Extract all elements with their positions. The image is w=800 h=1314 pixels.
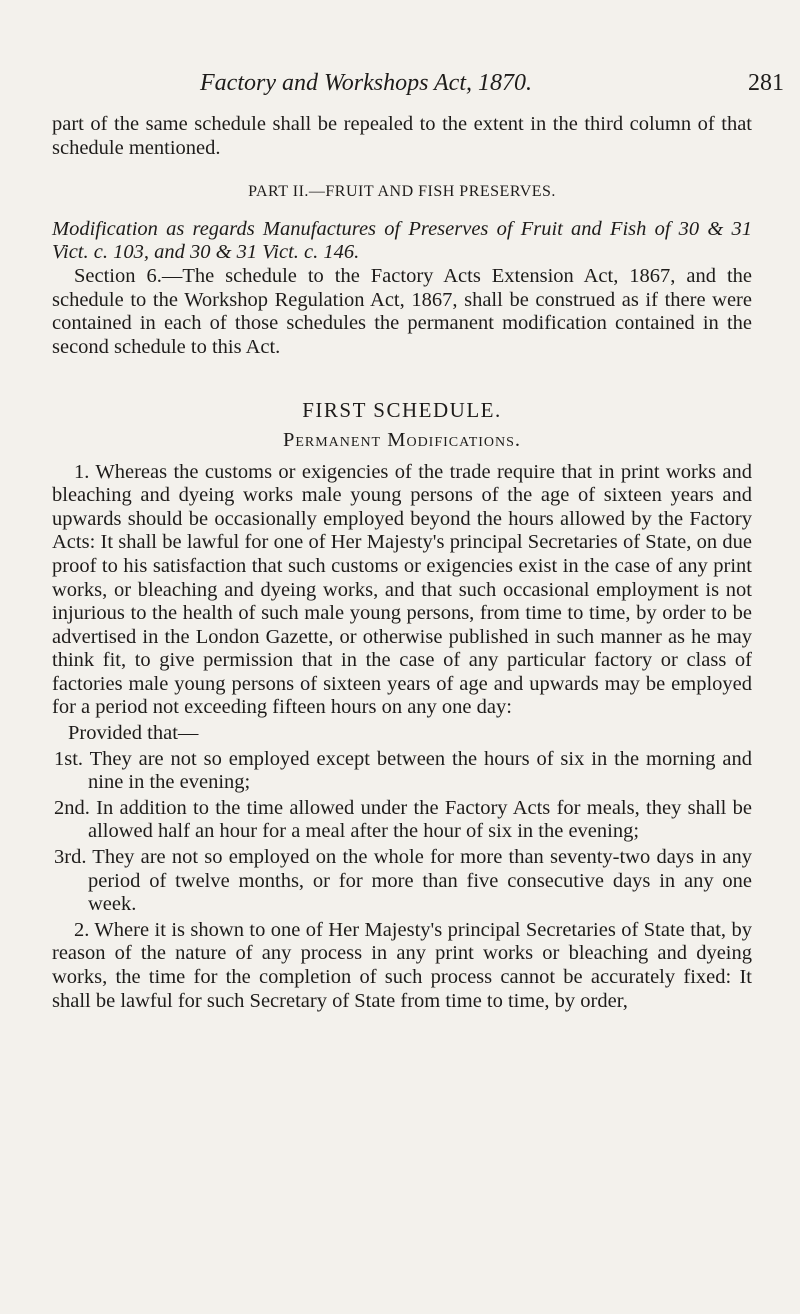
running-head: Factory and Workshops Act, 1870. xyxy=(200,70,532,96)
paragraph-1: 1. Whereas the customs or exigencies of the trade require that in print works and bleaching and dyeing works male young persons of the age of sixteen years and upwards should be occasionally employed beyond the hours allowed by the Factory Acts: It shall be lawful for one of Her Majesty's principal Secretaries of State, on due proof to his satisfaction that such customs or exigencies exist in the case of any print works, or bleaching and dyeing works, and that such occasional employment is not injurious to the health of such male young persons, from time to time, by order to be advertised in the London Gazette, or otherwise published in such manner as he may think fit, to give permission that in the case of any particular factory or class of factories male young persons of sixteen years of age and upwards may be employed for a period not exceeding fifteen hours on any one day: xyxy=(52,460,752,719)
condition-3: 3rd. They are not so employed on the whole for more than seventy-two days in any period of twelve months, or for more than five consecutive days in any one week. xyxy=(54,846,752,916)
provided-that: Provided that— xyxy=(68,722,199,745)
schedule-title: FIRST SCHEDULE. xyxy=(302,398,502,423)
section-6-paragraph: Section 6.—The schedule to the Factory Acts Extension Act, 1867, and the schedule to the Workshop Regulation Act, 1867, shall be construed as if there were contained in each of those schedules the permanent modification contained in the second schedule to this Act. xyxy=(52,264,752,358)
modification-title: Modification as regards Manufactures of Preserves of Fruit and Fish of 30 & 31 Vict. c. 103, and 30 & 31 Vict. c. 146. xyxy=(52,217,752,264)
condition-1: 1st. They are not so employed except between the hours of six in the morning and nine in the evening; xyxy=(54,747,752,794)
schedule-subtitle: Permanent Modifications. xyxy=(282,428,522,451)
page-body xyxy=(52,113,752,1013)
paragraph-2: 2. Where it is shown to one of Her Majesty's principal Secretaries of State that, by reason of the nature of any process in any print works or bleaching and dyeing works, the time for the completion of such process cannot be accurately fixed: It shall be lawful for such Secretary of State from time to time, by order, xyxy=(52,918,752,1012)
part-heading: PART II.—FRUIT AND FISH PRESERVES. xyxy=(248,183,556,201)
page-number: 281 xyxy=(748,70,784,96)
condition-2: 2nd. In addition to the time allowed under the Factory Acts for meals, they shall be allowed half an hour for a meal after the hour of six in the evening; xyxy=(54,796,752,843)
opening-paragraph: part of the same schedule shall be repealed to the extent in the third column of that schedule mentioned. xyxy=(52,113,752,159)
